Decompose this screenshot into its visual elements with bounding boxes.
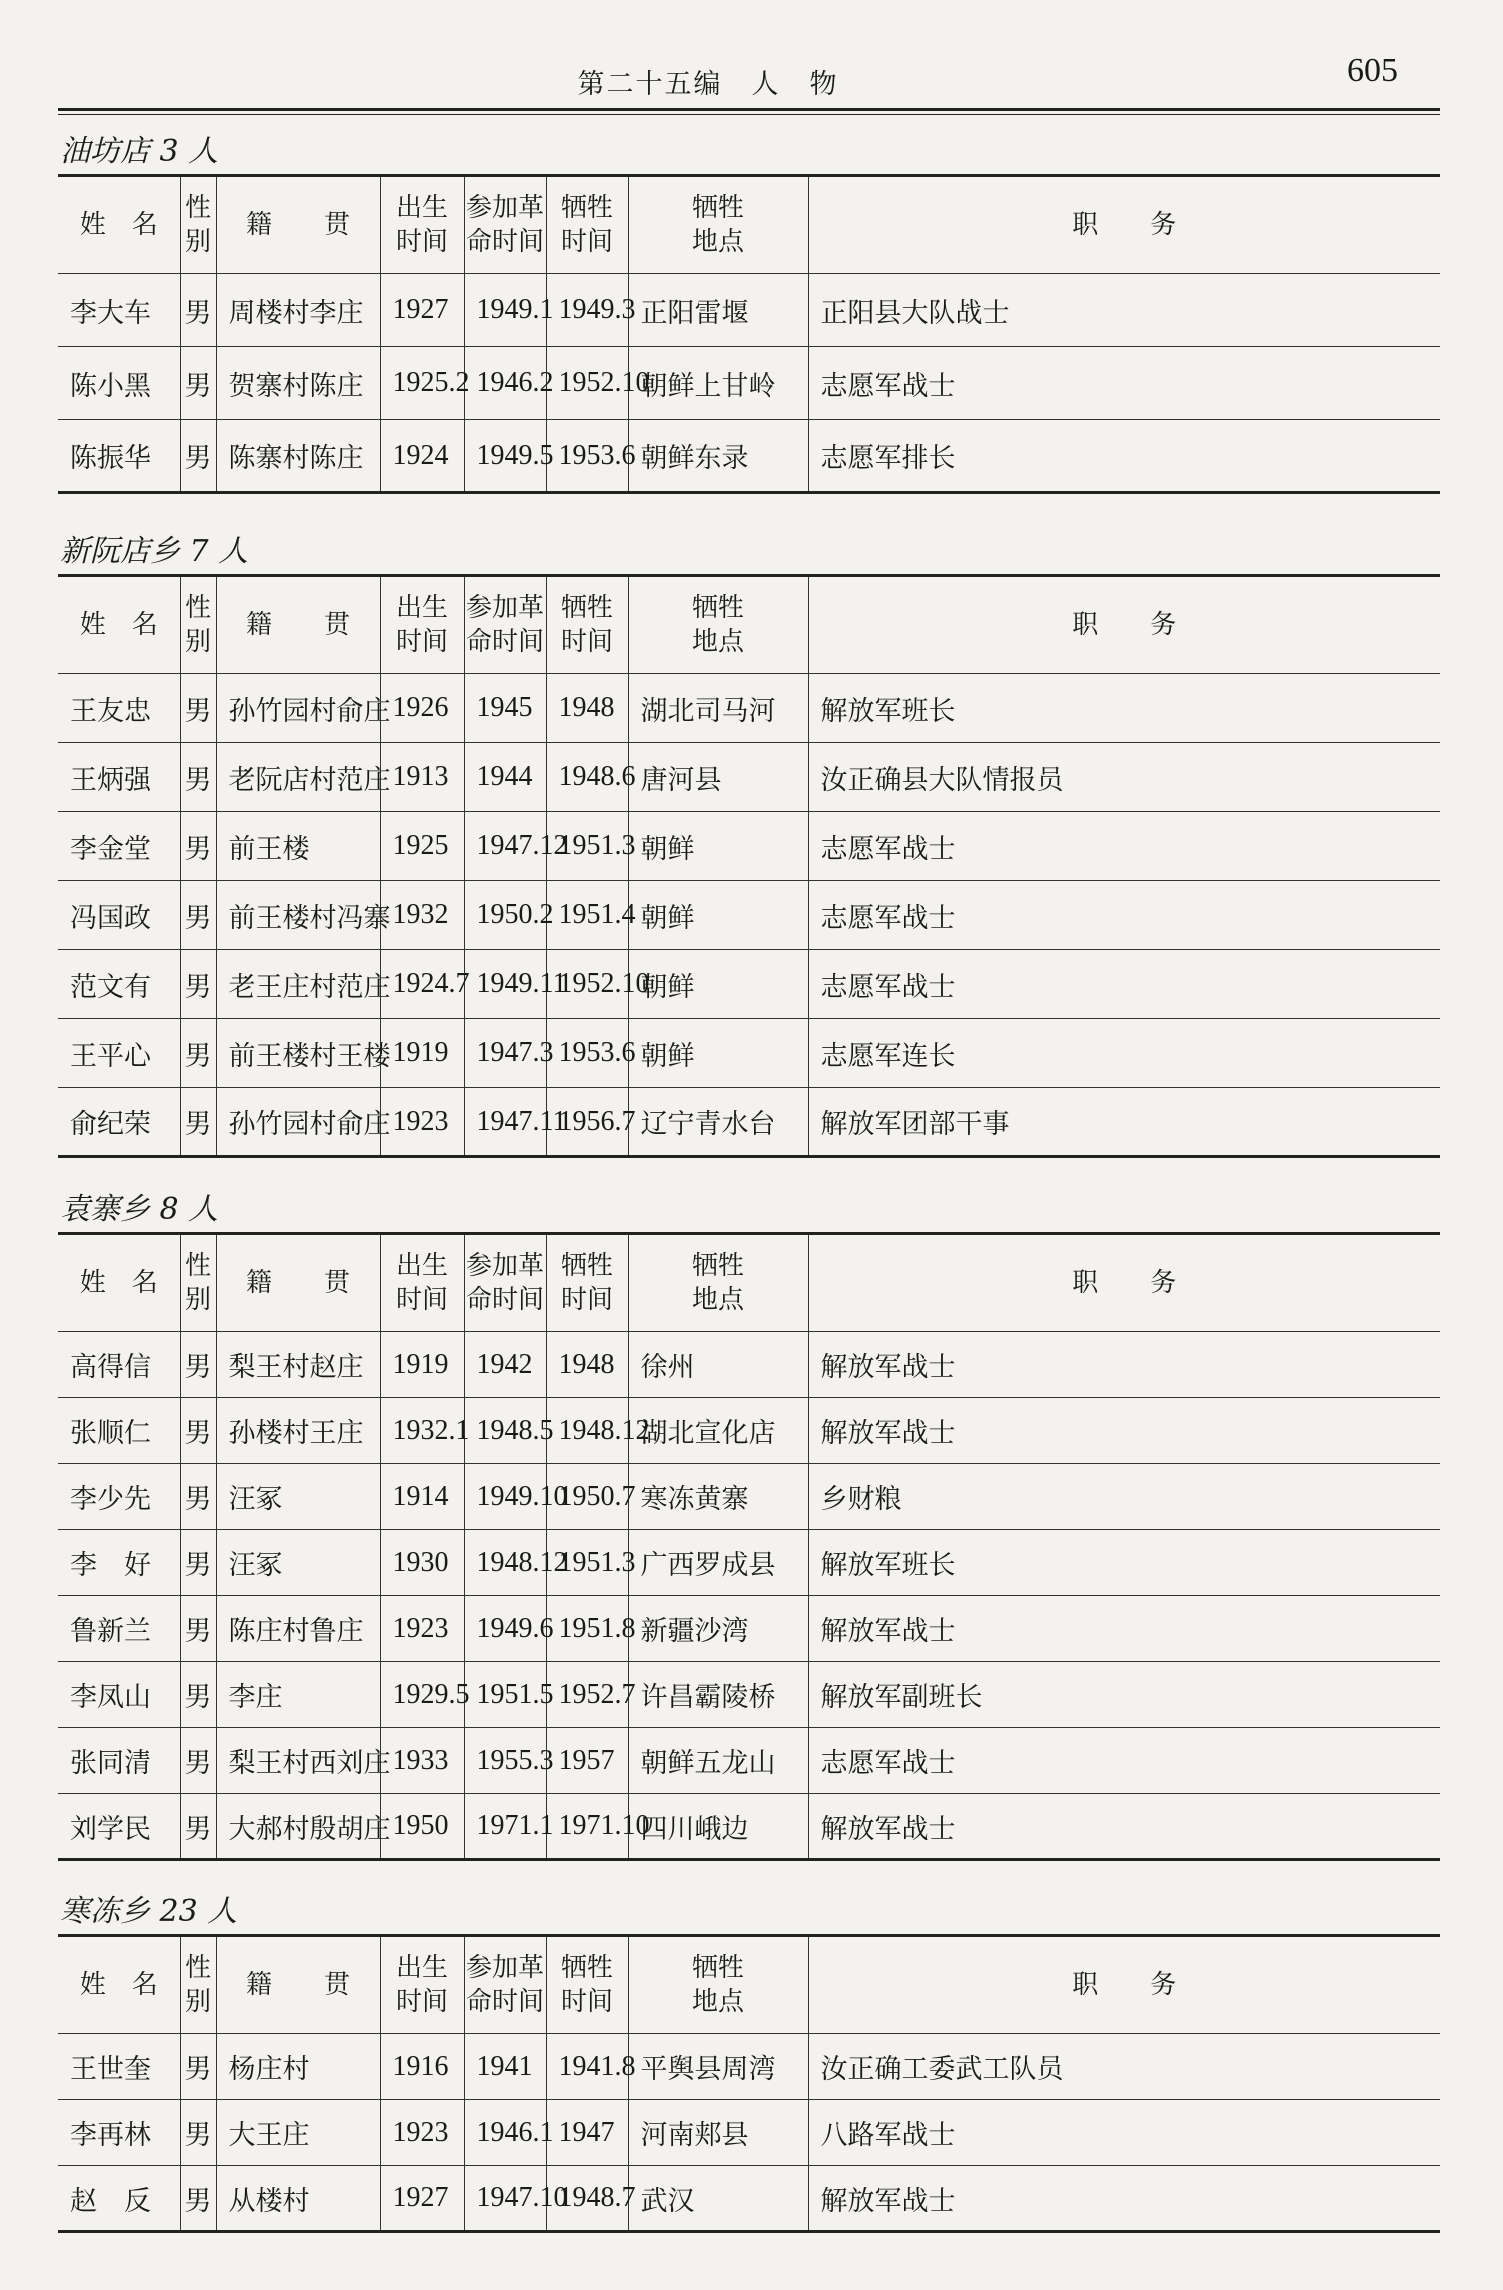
cell-death-time: 1948 [546,674,628,743]
cell-native-place: 老王庄村范庄 [216,950,380,1019]
col-header-position-line: 职 务 [1072,610,1177,640]
cell-death-place: 徐州 [628,1332,808,1398]
col-header-death-time-line: 时间 [560,227,613,257]
cell-position: 志愿军连长 [808,1019,1440,1088]
col-header-death-place-line: 牺牲 [691,593,744,623]
table-row [58,2100,1440,2166]
cell-join-time: 1946.2 [464,347,546,420]
cell-gender: 男 [180,1019,216,1088]
col-header-name-line: 姓 名 [79,1970,158,2000]
cell-birth-time: 1932 [380,881,464,950]
table-row [58,1464,1440,1530]
col-header-gender [180,1234,216,1332]
cell-join-time: 1945 [464,674,546,743]
cell-death-time: 1951.4 [546,881,628,950]
martyr-table [58,1934,1440,2233]
cell-join-time: 1971.1 [464,1794,546,1860]
cell-death-place: 朝鲜东录 [628,420,808,493]
cell-name: 王友忠 [58,674,180,743]
table-row [58,950,1440,1019]
col-header-gender-line: 别 [184,1285,211,1315]
cell-position: 志愿军战士 [808,347,1440,420]
cell-gender: 男 [180,743,216,812]
cell-death-place: 朝鲜 [628,1019,808,1088]
page-number: 605 [1347,52,1398,89]
table-row [58,1398,1440,1464]
col-header-native-place-line: 籍 贯 [245,610,350,640]
col-header-join-time-line: 参加革 [465,193,544,223]
section-title: 油坊店 3 人 [60,134,219,169]
cell-position: 解放军班长 [808,674,1440,743]
cell-name: 张顺仁 [58,1398,180,1464]
cell-name: 俞纪荣 [58,1088,180,1157]
cell-native-place: 陈庄村鲁庄 [216,1596,380,1662]
cell-death-time: 1953.6 [546,1019,628,1088]
cell-gender: 男 [180,1088,216,1157]
col-header-join-time-line: 命时间 [465,227,544,257]
cell-gender: 男 [180,1728,216,1794]
col-header-join-time-line: 命时间 [465,1987,544,2017]
martyr-table [58,174,1440,494]
cell-birth-time: 1950 [380,1794,464,1860]
col-header-position-line: 职 务 [1072,210,1177,240]
cell-name: 范文有 [58,950,180,1019]
cell-name: 李少先 [58,1464,180,1530]
cell-name: 鲁新兰 [58,1596,180,1662]
cell-birth-time: 1924.7 [380,950,464,1019]
col-header-native-place [216,1936,380,2034]
col-header-join-time-line: 参加革 [465,1953,544,1983]
cell-death-time: 1956.7 [546,1088,628,1157]
cell-position: 志愿军战士 [808,881,1440,950]
cell-join-time: 1949.5 [464,420,546,493]
cell-death-place: 武汉 [628,2166,808,2232]
cell-birth-time: 1919 [380,1332,464,1398]
table-row [58,1530,1440,1596]
col-header-native-place-line: 籍 贯 [245,210,350,240]
col-header-position [808,576,1440,674]
table-row [58,743,1440,812]
col-header-native-place-line: 籍 贯 [245,1268,350,1298]
cell-native-place: 老阮店村范庄 [216,743,380,812]
cell-gender: 男 [180,1464,216,1530]
cell-gender: 男 [180,2034,216,2100]
cell-position: 解放军班长 [808,1530,1440,1596]
table-row [58,1019,1440,1088]
col-header-gender-line: 性 [184,593,211,623]
col-header-name-line: 姓 名 [79,1268,158,1298]
cell-birth-time: 1929.5 [380,1662,464,1728]
cell-position: 志愿军排长 [808,420,1440,493]
cell-birth-time: 1927 [380,2166,464,2232]
table-row [58,881,1440,950]
cell-native-place: 前王楼 [216,812,380,881]
col-header-death-time [546,176,628,274]
cell-birth-time: 1923 [380,1596,464,1662]
col-header-birth-time [380,1234,464,1332]
col-header-birth-time-line: 时间 [395,227,448,257]
cell-join-time: 1942 [464,1332,546,1398]
cell-gender: 男 [180,347,216,420]
cell-native-place: 贺寨村陈庄 [216,347,380,420]
col-header-native-place [216,1234,380,1332]
cell-position: 志愿军战士 [808,1728,1440,1794]
col-header-join-time-line: 命时间 [465,1285,544,1315]
cell-gender: 男 [180,2100,216,2166]
cell-death-time: 1951.3 [546,1530,628,1596]
section-xinruandian [58,530,1440,1158]
table-row [58,674,1440,743]
cell-name: 李金堂 [58,812,180,881]
table-row [58,274,1440,347]
col-header-join-time [464,576,546,674]
col-header-gender [180,1936,216,2034]
cell-name: 刘学民 [58,1794,180,1860]
table-header-row [58,576,1440,674]
cell-death-place: 新疆沙湾 [628,1596,808,1662]
section-yuanzhai [58,1188,1440,1861]
cell-native-place: 周楼村李庄 [216,274,380,347]
col-header-gender-line: 别 [184,627,211,657]
cell-position: 解放军战士 [808,1398,1440,1464]
cell-birth-time: 1927 [380,274,464,347]
cell-gender: 男 [180,1794,216,1860]
cell-name: 李 好 [58,1530,180,1596]
col-header-birth-time-line: 时间 [395,1285,448,1315]
cell-name: 高得信 [58,1332,180,1398]
cell-join-time: 1949.1 [464,274,546,347]
cell-native-place: 大王庄 [216,2100,380,2166]
cell-name: 赵 反 [58,2166,180,2232]
cell-gender: 男 [180,274,216,347]
cell-birth-time: 1932.1 [380,1398,464,1464]
col-header-birth-time-line: 出生 [395,1953,448,1983]
col-header-death-place-line: 地点 [691,227,744,257]
cell-join-time: 1947.10 [464,2166,546,2232]
col-header-birth-time-line: 出生 [395,1251,448,1281]
col-header-death-time-line: 时间 [560,1285,613,1315]
cell-name: 李大车 [58,274,180,347]
chapter-title: 第二十五编 人 物 [577,69,839,100]
cell-native-place: 孙楼村王庄 [216,1398,380,1464]
martyr-table [58,1232,1440,1861]
col-header-join-time [464,176,546,274]
cell-native-place: 李庄 [216,1662,380,1728]
cell-death-time: 1952.10 [546,950,628,1019]
col-header-death-place-line: 牺牲 [691,1953,744,1983]
section-title: 寒冻乡 23 人 [60,1894,238,1929]
cell-death-place: 辽宁青水台 [628,1088,808,1157]
cell-death-time: 1950.7 [546,1464,628,1530]
cell-birth-time: 1913 [380,743,464,812]
cell-position: 汝正确县大队情报员 [808,743,1440,812]
cell-position: 志愿军战士 [808,812,1440,881]
cell-death-time: 1957 [546,1728,628,1794]
col-header-join-time-line: 参加革 [465,593,544,623]
cell-gender: 男 [180,420,216,493]
table-row [58,1088,1440,1157]
table-row [58,2166,1440,2232]
cell-gender: 男 [180,1662,216,1728]
cell-gender: 男 [180,674,216,743]
cell-name: 王炳强 [58,743,180,812]
col-header-gender-line: 性 [184,1251,211,1281]
table-row [58,2034,1440,2100]
cell-birth-time: 1916 [380,2034,464,2100]
col-header-gender [180,176,216,274]
col-header-gender-line: 别 [184,227,211,257]
cell-position: 解放军战士 [808,1794,1440,1860]
cell-position: 解放军战士 [808,1332,1440,1398]
table-row [58,420,1440,493]
cell-death-time: 1951.3 [546,812,628,881]
col-header-birth-time [380,1936,464,2034]
cell-position: 汝正确工委武工队员 [808,2034,1440,2100]
table-row [58,1332,1440,1398]
col-header-join-time-line: 参加革 [465,1251,544,1281]
col-header-death-place-line: 地点 [691,1987,744,2017]
cell-death-place: 广西罗成县 [628,1530,808,1596]
cell-death-place: 湖北宣化店 [628,1398,808,1464]
col-header-birth-time-line: 时间 [395,627,448,657]
cell-join-time: 1947.12 [464,812,546,881]
cell-position: 志愿军战士 [808,950,1440,1019]
cell-join-time: 1949.6 [464,1596,546,1662]
col-header-position [808,1936,1440,2034]
cell-position: 正阳县大队战士 [808,274,1440,347]
col-header-death-place-line: 牺牲 [691,193,744,223]
cell-death-time: 1951.8 [546,1596,628,1662]
cell-death-time: 1948.12 [546,1398,628,1464]
cell-death-time: 1953.6 [546,420,628,493]
col-header-death-time [546,1936,628,2034]
cell-death-time: 1947 [546,2100,628,2166]
table-header-row [58,1234,1440,1332]
col-header-death-time-line: 时间 [560,627,613,657]
cell-native-place: 孙竹园村俞庄 [216,674,380,743]
section-title: 袁寨乡 8 人 [60,1192,219,1227]
cell-name: 张同清 [58,1728,180,1794]
col-header-native-place [216,576,380,674]
cell-gender: 男 [180,1332,216,1398]
cell-death-place: 四川峨边 [628,1794,808,1860]
cell-join-time: 1955.3 [464,1728,546,1794]
cell-join-time: 1948.5 [464,1398,546,1464]
cell-gender: 男 [180,1398,216,1464]
cell-birth-time: 1919 [380,1019,464,1088]
cell-birth-time: 1925 [380,812,464,881]
cell-join-time: 1947.11 [464,1088,546,1157]
cell-death-place: 朝鲜上甘岭 [628,347,808,420]
cell-gender: 男 [180,1596,216,1662]
cell-join-time: 1948.12 [464,1530,546,1596]
col-header-name [58,1936,180,2034]
col-header-name [58,176,180,274]
cell-death-place: 平舆县周湾 [628,2034,808,2100]
col-header-position [808,176,1440,274]
cell-death-time: 1952.7 [546,1662,628,1728]
col-header-gender-line: 性 [184,1953,211,1983]
col-header-name [58,576,180,674]
col-header-death-time [546,576,628,674]
col-header-birth-time-line: 时间 [395,1987,448,2017]
table-header-row [58,176,1440,274]
cell-birth-time: 1923 [380,1088,464,1157]
cell-death-place: 唐河县 [628,743,808,812]
col-header-gender-line: 性 [184,193,211,223]
col-header-name-line: 姓 名 [79,610,158,640]
section-title: 新阮店乡 7 人 [60,534,249,569]
cell-native-place: 前王楼村冯寨 [216,881,380,950]
cell-join-time: 1949.11 [464,950,546,1019]
running-header [58,52,1438,102]
cell-death-time: 1948.7 [546,2166,628,2232]
col-header-birth-time [380,576,464,674]
cell-death-time: 1949.3 [546,274,628,347]
cell-death-place: 河南郏县 [628,2100,808,2166]
col-header-death-place [628,1234,808,1332]
cell-death-place: 正阳雷堰 [628,274,808,347]
cell-join-time: 1941 [464,2034,546,2100]
col-header-birth-time [380,176,464,274]
cell-native-place: 大郝村殷胡庄 [216,1794,380,1860]
col-header-death-place [628,576,808,674]
table-row [58,1662,1440,1728]
table-row [58,1728,1440,1794]
cell-join-time: 1950.2 [464,881,546,950]
cell-join-time: 1947.3 [464,1019,546,1088]
col-header-native-place-line: 籍 贯 [245,1970,350,2000]
cell-name: 陈小黑 [58,347,180,420]
section-youfangdian [58,130,1440,494]
cell-position: 乡财粮 [808,1464,1440,1530]
section-handong [58,1890,1440,2233]
cell-name: 冯国政 [58,881,180,950]
col-header-name [58,1234,180,1332]
cell-position: 解放军团部干事 [808,1088,1440,1157]
cell-join-time: 1944 [464,743,546,812]
cell-native-place: 陈寨村陈庄 [216,420,380,493]
cell-name: 李再林 [58,2100,180,2166]
col-header-death-place [628,176,808,274]
cell-death-time: 1971.10 [546,1794,628,1860]
col-header-death-place-line: 牺牲 [691,1251,744,1281]
cell-native-place: 梨王村赵庄 [216,1332,380,1398]
cell-gender: 男 [180,812,216,881]
cell-birth-time: 1914 [380,1464,464,1530]
table-row [58,812,1440,881]
cell-join-time: 1949.10 [464,1464,546,1530]
cell-name: 王世奎 [58,2034,180,2100]
col-header-gender [180,576,216,674]
col-header-position-line: 职 务 [1072,1268,1177,1298]
cell-native-place: 前王楼村王楼 [216,1019,380,1088]
col-header-death-place-line: 地点 [691,627,744,657]
col-header-native-place [216,176,380,274]
cell-death-place: 朝鲜 [628,812,808,881]
cell-death-time: 1941.8 [546,2034,628,2100]
cell-death-place: 湖北司马河 [628,674,808,743]
col-header-death-time-line: 牺牲 [560,1953,613,1983]
col-header-name-line: 姓 名 [79,210,158,240]
col-header-position-line: 职 务 [1072,1970,1177,2000]
col-header-join-time [464,1234,546,1332]
cell-birth-time: 1926 [380,674,464,743]
cell-death-place: 朝鲜五龙山 [628,1728,808,1794]
cell-death-place: 许昌霸陵桥 [628,1662,808,1728]
cell-name: 陈振华 [58,420,180,493]
col-header-position [808,1234,1440,1332]
martyr-table [58,574,1440,1158]
table-row [58,347,1440,420]
col-header-death-place-line: 地点 [691,1285,744,1315]
col-header-death-time-line: 牺牲 [560,193,613,223]
col-header-death-time-line: 牺牲 [560,1251,613,1281]
table-header-row [58,1936,1440,2034]
cell-gender: 男 [180,2166,216,2232]
cell-death-time: 1952.10 [546,347,628,420]
col-header-death-time-line: 牺牲 [560,593,613,623]
cell-join-time: 1951.5 [464,1662,546,1728]
cell-death-time: 1948 [546,1332,628,1398]
cell-native-place: 汪冢 [216,1530,380,1596]
cell-birth-time: 1925.2 [380,347,464,420]
cell-name: 李凤山 [58,1662,180,1728]
cell-death-place: 寒冻黄寨 [628,1464,808,1530]
header-rule-thick [58,108,1440,111]
cell-join-time: 1946.1 [464,2100,546,2166]
cell-native-place: 从楼村 [216,2166,380,2232]
cell-death-place: 朝鲜 [628,881,808,950]
table-row [58,1596,1440,1662]
col-header-birth-time-line: 出生 [395,193,448,223]
cell-native-place: 杨庄村 [216,2034,380,2100]
cell-birth-time: 1924 [380,420,464,493]
cell-death-time: 1948.6 [546,743,628,812]
cell-position: 解放军副班长 [808,1662,1440,1728]
table-row [58,1794,1440,1860]
cell-native-place: 汪冢 [216,1464,380,1530]
col-header-join-time [464,1936,546,2034]
cell-name: 王平心 [58,1019,180,1088]
cell-birth-time: 1933 [380,1728,464,1794]
col-header-death-place [628,1936,808,2034]
cell-position: 解放军战士 [808,2166,1440,2232]
col-header-death-time [546,1234,628,1332]
cell-gender: 男 [180,1530,216,1596]
cell-native-place: 孙竹园村俞庄 [216,1088,380,1157]
header-rule-thin [58,114,1440,115]
col-header-death-time-line: 时间 [560,1987,613,2017]
cell-position: 解放军战士 [808,1596,1440,1662]
cell-birth-time: 1923 [380,2100,464,2166]
cell-death-place: 朝鲜 [628,950,808,1019]
cell-gender: 男 [180,881,216,950]
col-header-gender-line: 别 [184,1987,211,2017]
col-header-join-time-line: 命时间 [465,627,544,657]
col-header-birth-time-line: 出生 [395,593,448,623]
cell-gender: 男 [180,950,216,1019]
cell-native-place: 梨王村西刘庄 [216,1728,380,1794]
cell-birth-time: 1930 [380,1530,464,1596]
cell-position: 八路军战士 [808,2100,1440,2166]
